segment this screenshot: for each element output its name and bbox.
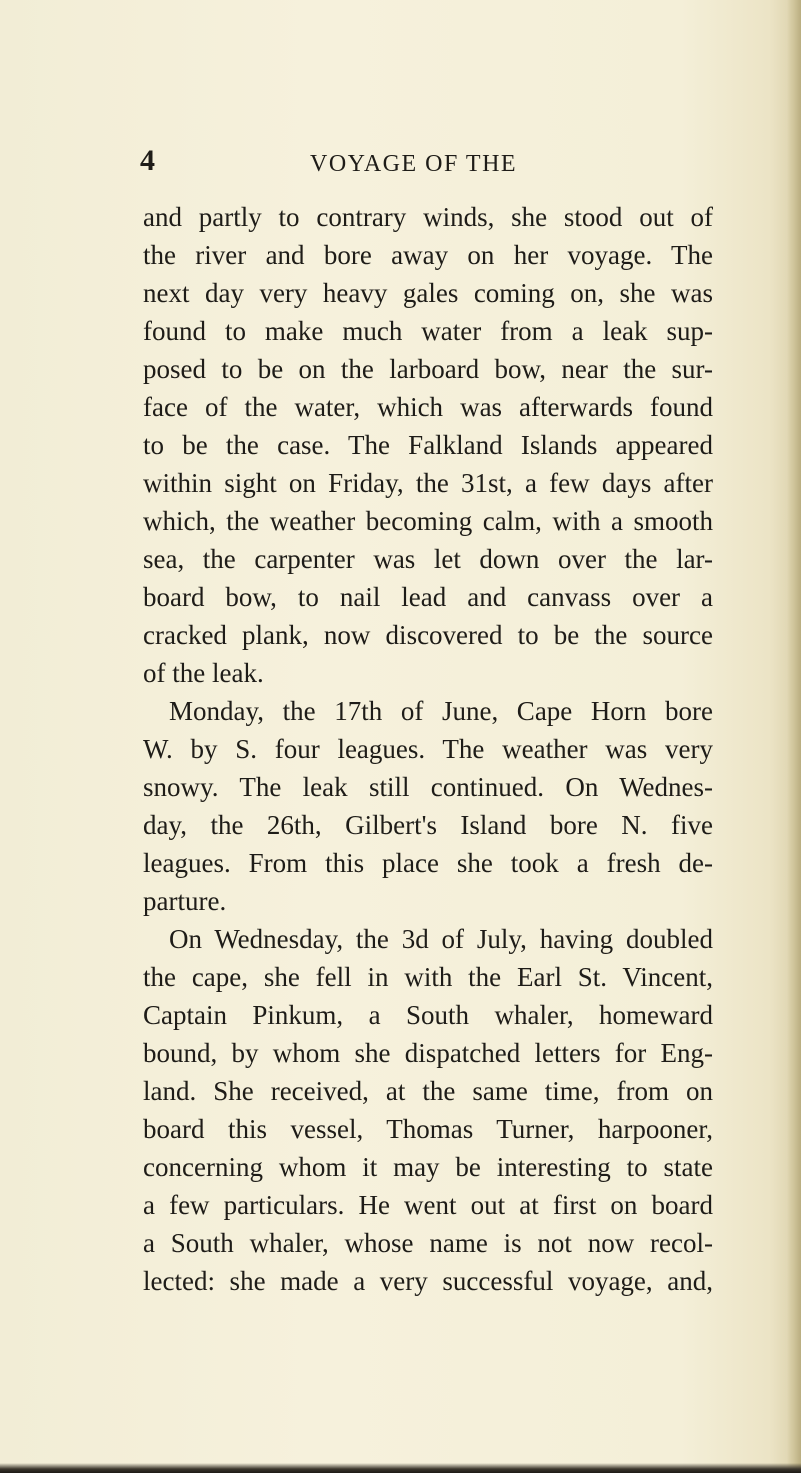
text-line: bound, by whom she dispatched letters for Eng-: [143, 1038, 713, 1068]
text-line: board bow, to nail lead and canvass over a: [143, 582, 713, 612]
text-line: to be the case. The Falkland Islands appeared: [143, 430, 713, 460]
text-line: W. by S. four leagues. The weather was very: [143, 734, 713, 764]
text-line: posed to be on the larboard bow, near the sur-: [143, 354, 713, 384]
text-line: next day very heavy gales coming on, she was: [143, 278, 713, 308]
text-line: leagues. From this place she took a fresh de-: [143, 848, 713, 878]
text-line: On Wednesday, the 3d of July, having doubled: [169, 924, 713, 954]
text-line: within sight on Friday, the 31st, a few days after: [143, 468, 713, 498]
running-head: VOYAGE OF THE: [310, 151, 518, 177]
text-line: found to make much water from a leak sup-: [143, 316, 713, 346]
page-edge-bottom: [0, 1463, 801, 1473]
text-line: a South whaler, whose name is not now recol-: [143, 1228, 713, 1258]
text-line: Captain Pinkum, a South whaler, homeward: [143, 1000, 713, 1030]
text-line: and partly to contrary winds, she stood out of: [143, 202, 713, 232]
text-line: cracked plank, now discovered to be the source: [143, 620, 713, 650]
text-line: land. She received, at the same time, from on: [143, 1076, 713, 1106]
page-edge-right: [787, 0, 801, 1473]
body-text: [143, 198, 713, 1300]
text-line: a few particulars. He went out at first on board: [143, 1190, 713, 1220]
text-line: the cape, she fell in with the Earl St. Vincent,: [143, 962, 713, 992]
text-line: of the leak.: [143, 658, 264, 688]
text-line: lected: she made a very successful voyage, and,: [143, 1266, 713, 1296]
text-line: sea, the carpenter was let down over the lar-: [143, 544, 713, 574]
text-line: parture.: [143, 886, 227, 916]
text-line: face of the water, which was afterwards found: [143, 392, 713, 422]
text-line: which, the weather becoming calm, with a smooth: [143, 506, 713, 536]
text-line: the river and bore away on her voyage. The: [143, 240, 713, 270]
text-line: board this vessel, Thomas Turner, harpooner,: [143, 1114, 713, 1144]
text-line: snowy. The leak still continued. On Wednes-: [143, 772, 713, 802]
text-line: concerning whom it may be interesting to state: [143, 1152, 713, 1182]
text-line: Monday, the 17th of June, Cape Horn bore: [169, 696, 713, 726]
page-number: 4: [140, 144, 155, 177]
text-line: day, the 26th, Gilbert's Island bore N. five: [143, 810, 713, 840]
